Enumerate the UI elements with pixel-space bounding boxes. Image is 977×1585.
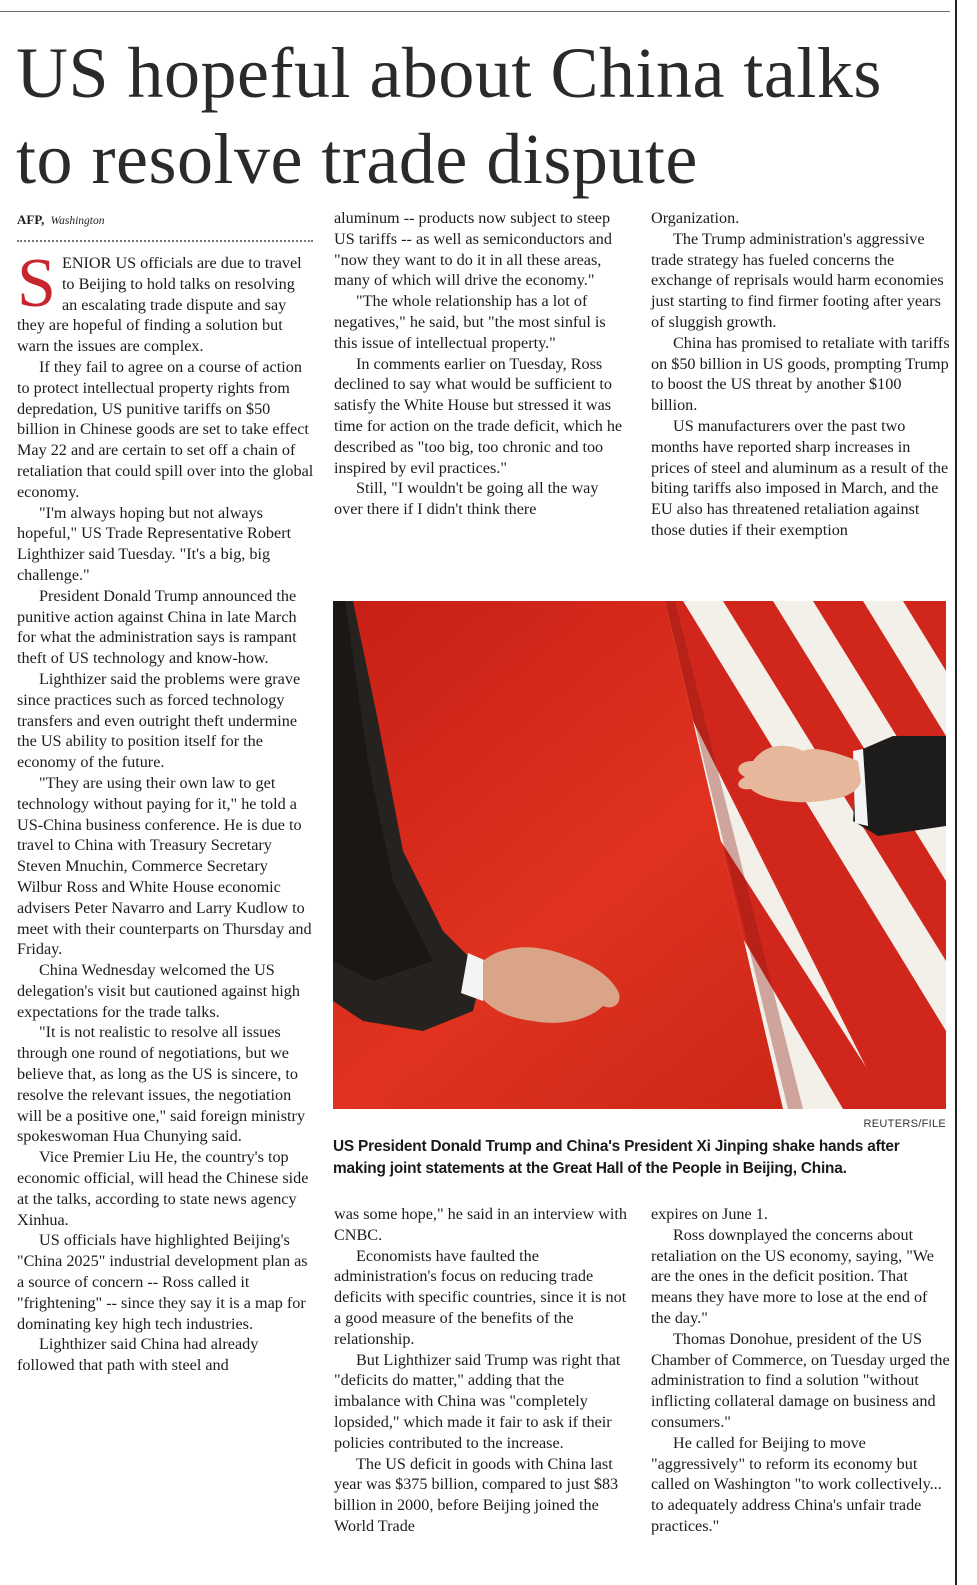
photo-caption: US President Donald Trump and China's President Xi Jinping shake hands after making joint statements at the Great Hall of the People in Beijing, China.: [333, 1138, 900, 1177]
article-column-2-top: [334, 208, 629, 520]
headline-line-1: US hopeful about China talks: [16, 33, 882, 113]
drop-cap: S: [17, 245, 56, 322]
headline-line-2: to resolve trade dispute: [16, 119, 698, 199]
paragraph: "It is not realistic to resolve all issues through one round of negotiations, but we believe that, as long as the US is sincere, to resolve the relevant issues, the negotiation will be a positive one," said foreign ministry spokeswoman Hua Chunying said.: [17, 1023, 306, 1146]
handshake-photo: [333, 601, 946, 1109]
paragraph: If they fail to agree on a course of action to protect intellectual property rights from depredation, US punitive tariffs on $50 billion in Chinese goods are set to take effect May 22 and are certain to set off a chain of retaliation that could spill over into the global economy.: [17, 357, 314, 501]
paragraph: Lighthizer said China had already followed that path with steel and: [17, 1335, 259, 1375]
paragraph: China Wednesday welcomed the US delegation's visit but cautioned against high expectations for the trade talks.: [17, 961, 300, 1021]
paragraph: Economists have faulted the administration's focus on reducing trade deficits with specific countries, since it is not a good measure of the benefits of the relationship.: [334, 1246, 627, 1348]
paragraph: Organization.: [651, 209, 740, 227]
byline-divider: [17, 240, 313, 242]
paragraph: The US deficit in goods with China last year was $375 billion, compared to just $83 billion in 2000, before Beijing joined the World Trade: [334, 1454, 619, 1535]
article-column-2-bottom: [334, 1204, 629, 1537]
paragraph: Thomas Donohue, president of the US Chamber of Commerce, on Tuesday urged the administration to find a solution "without inflicting collateral damage on business and consumers.": [651, 1329, 950, 1431]
paragraph: The Trump administration's aggressive trade strategy has fueled concerns the exchange of reprisals would harm economies just starting to find firmer footing after years of sluggish growth.: [651, 229, 944, 331]
paragraph: "I'm always hoping but not always hopeful," US Trade Representative Robert Lighthizer said Tuesday. "It's a big, big challenge.": [17, 503, 292, 584]
paragraph: He called for Beijing to move "aggressively" to reform its economy but called on Washington "to work collectively... to adequately address China's unfair trade practices.": [651, 1433, 942, 1535]
paragraph: Vice Premier Liu He, the country's top economic official, will head the Chinese side at the talks, according to state news agency Xinhua.: [17, 1148, 309, 1229]
paragraph: Ross downplayed the concerns about retaliation on the US economy, saying, "We are the ones in the deficit position. That means they have more to lose at the end of the day.": [651, 1225, 934, 1327]
paragraph: US officials have highlighted Beijing's "China 2025" industrial development plan as a source of concern -- Ross called it "frightening" -- since they say it is a map for dominating key high tech industries.: [17, 1231, 308, 1333]
headline: [16, 30, 951, 202]
article-column-1: [17, 245, 314, 1376]
paragraph: But Lighthizer said Trump was right that "deficits do matter," adding that the imbalance with China was "completely lopsided," which made it fair to ask if their policies contributed to the increase.: [334, 1350, 621, 1452]
paragraph: US manufacturers over the past two months have reported sharp increases in prices of steel and aluminum as a result of the biting tariffs also imposed in March, and the EU also has threatened retaliation against those duties if their exemption: [651, 416, 949, 539]
paragraph: expires on June 1.: [651, 1205, 768, 1223]
photo-credit: REUTERS/FILE: [863, 1118, 946, 1130]
byline: [17, 212, 104, 228]
paragraph: aluminum -- products now subject to steep US tariffs -- as well as semiconductors and "now they want to do it in all these areas, many of which will drive the economy.": [334, 209, 612, 290]
article-column-3-bottom: [651, 1204, 951, 1537]
article-column-3-top: [651, 208, 951, 541]
paragraph: "They are using their own law to get technology without paying for it," he told a US-China business conference. He is due to travel to China with Treasury Secretary Steven Mnuchin, Commerce Secretary Wilbur Ross and White House economic advisers Peter Navarro and Larry Kudlow to meet with their counterparts on Thursday and Friday.: [17, 773, 312, 959]
page-edge: [955, 0, 957, 1585]
byline-location: Washington: [50, 215, 105, 227]
paragraph: China has promised to retaliate with tariffs on $50 billion in US goods, prompting Trump to boost the US threat by another $100 billion.: [651, 333, 950, 415]
lead-text: ENIOR US officials are due to travel to Beijing to hold talks on resolving an escalating trade dispute and say they are hopeful of finding a solution but warn the issues are complex.: [17, 254, 302, 356]
paragraph: "The whole relationship has a lot of negatives," he said, but "the most sinful is this issue of intellectual property.": [334, 292, 606, 352]
byline-agency: AFP,: [17, 212, 45, 227]
paragraph: Still, "I wouldn't be going all the way over there if I didn't think there: [334, 479, 599, 519]
paragraph: Lighthizer said the problems were grave since practices such as forced technology transfers and even outright theft undermine the US ability to position itself for the economy of the future.: [17, 669, 301, 772]
paragraph: In comments earlier on Tuesday, Ross declined to say what would be sufficient to satisfy the White House but stressed it was time for action on the trade deficit, which he described as "too big, too chronic and too inspired by evil practices.": [334, 354, 623, 477]
paragraph: President Donald Trump announced the punitive action against China in late March for what the administration says is rampant theft of US technology and know-how.: [17, 586, 297, 668]
paragraph: was some hope," he said in an interview with CNBC.: [334, 1205, 627, 1244]
top-rule: [0, 11, 950, 12]
lead-paragraph: [17, 245, 314, 357]
